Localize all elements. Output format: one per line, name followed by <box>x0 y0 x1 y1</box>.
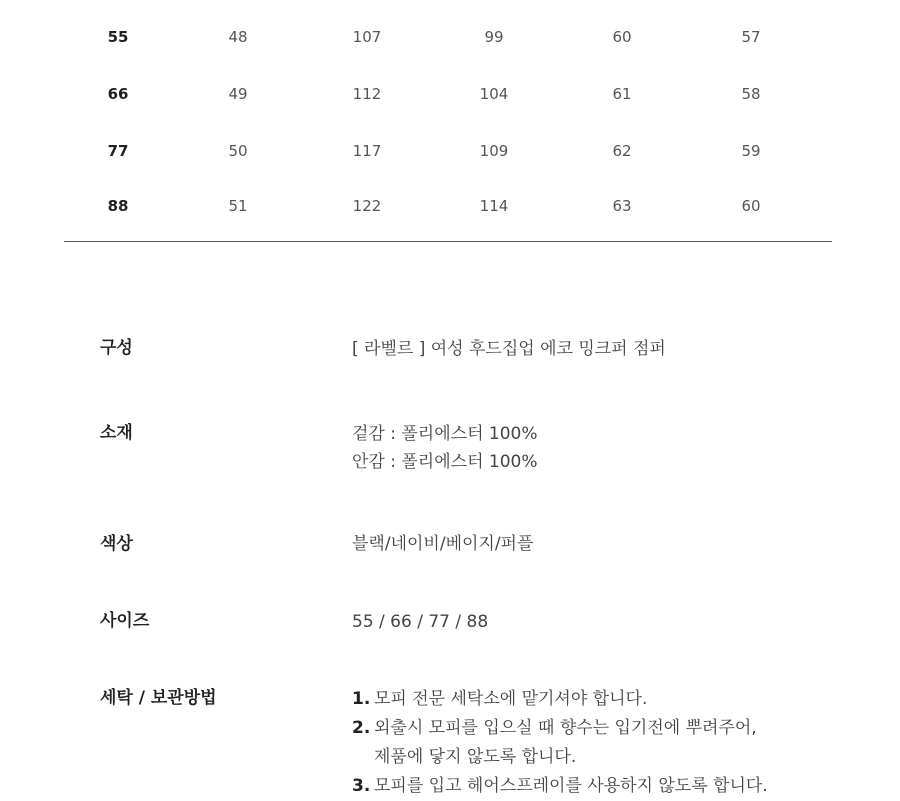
composition-value: [ 라벨르 ] 여성 후드집업 에코 밍크퍼 점퍼 <box>352 339 666 359</box>
size-cell: 55 <box>107 28 129 46</box>
measure-cell: 50 <box>228 142 248 160</box>
care-list <box>352 685 768 801</box>
measure-cell: 117 <box>352 142 382 160</box>
measure-cell: 122 <box>352 197 382 215</box>
care-text: 제품에 닿지 않도록 합니다. <box>374 747 577 767</box>
color-label: 색상 <box>100 534 133 554</box>
measure-cell: 51 <box>228 197 248 215</box>
color-value: 블랙/네이비/베이지/퍼플 <box>352 534 534 554</box>
list-item <box>352 714 768 772</box>
care-text: 모피를 입고 헤어스프레이를 사용하지 않도록 합니다. <box>374 776 768 796</box>
measure-cell: 104 <box>479 85 509 103</box>
size-cell: 66 <box>107 85 129 103</box>
measure-cell: 48 <box>228 28 248 46</box>
material-lining: 안감 : 폴리에스터 100% <box>352 452 538 472</box>
measure-cell: 49 <box>228 85 248 103</box>
table-row <box>64 139 832 163</box>
measure-cell: 59 <box>741 142 761 160</box>
material-label: 소재 <box>100 423 133 443</box>
measure-cell: 63 <box>612 197 632 215</box>
measure-cell: 99 <box>484 28 504 46</box>
care-label: 세탁 / 보관방법 <box>100 688 217 708</box>
measure-cell: 58 <box>741 85 761 103</box>
size-cell: 88 <box>107 197 129 215</box>
measure-cell: 62 <box>612 142 632 160</box>
care-text: 모피 전문 세탁소에 맡기셔야 합니다. <box>374 689 648 709</box>
table-row <box>64 82 832 106</box>
composition-label: 구성 <box>100 338 133 358</box>
care-number: 1. <box>352 689 371 709</box>
care-number: 2. <box>352 718 371 738</box>
sizes-value: 55 / 66 / 77 / 88 <box>352 612 489 632</box>
care-number: 3. <box>352 776 371 796</box>
measure-cell: 60 <box>741 197 761 215</box>
measure-cell: 114 <box>479 197 509 215</box>
size-table <box>64 0 832 242</box>
measure-cell: 112 <box>352 85 382 103</box>
measure-cell: 57 <box>741 28 761 46</box>
size-cell: 77 <box>107 142 129 160</box>
measure-cell: 61 <box>612 85 632 103</box>
care-text: 외출시 모피를 입으실 때 향수는 입기전에 뿌려주어, <box>374 718 757 738</box>
table-row <box>64 194 832 218</box>
list-item <box>352 772 768 801</box>
measure-cell: 109 <box>479 142 509 160</box>
material-outer: 겉감 : 폴리에스터 100% <box>352 424 538 444</box>
measure-cell: 60 <box>612 28 632 46</box>
table-row <box>64 25 832 49</box>
measure-cell: 107 <box>352 28 382 46</box>
sizes-label: 사이즈 <box>100 611 150 631</box>
list-item <box>352 685 768 714</box>
